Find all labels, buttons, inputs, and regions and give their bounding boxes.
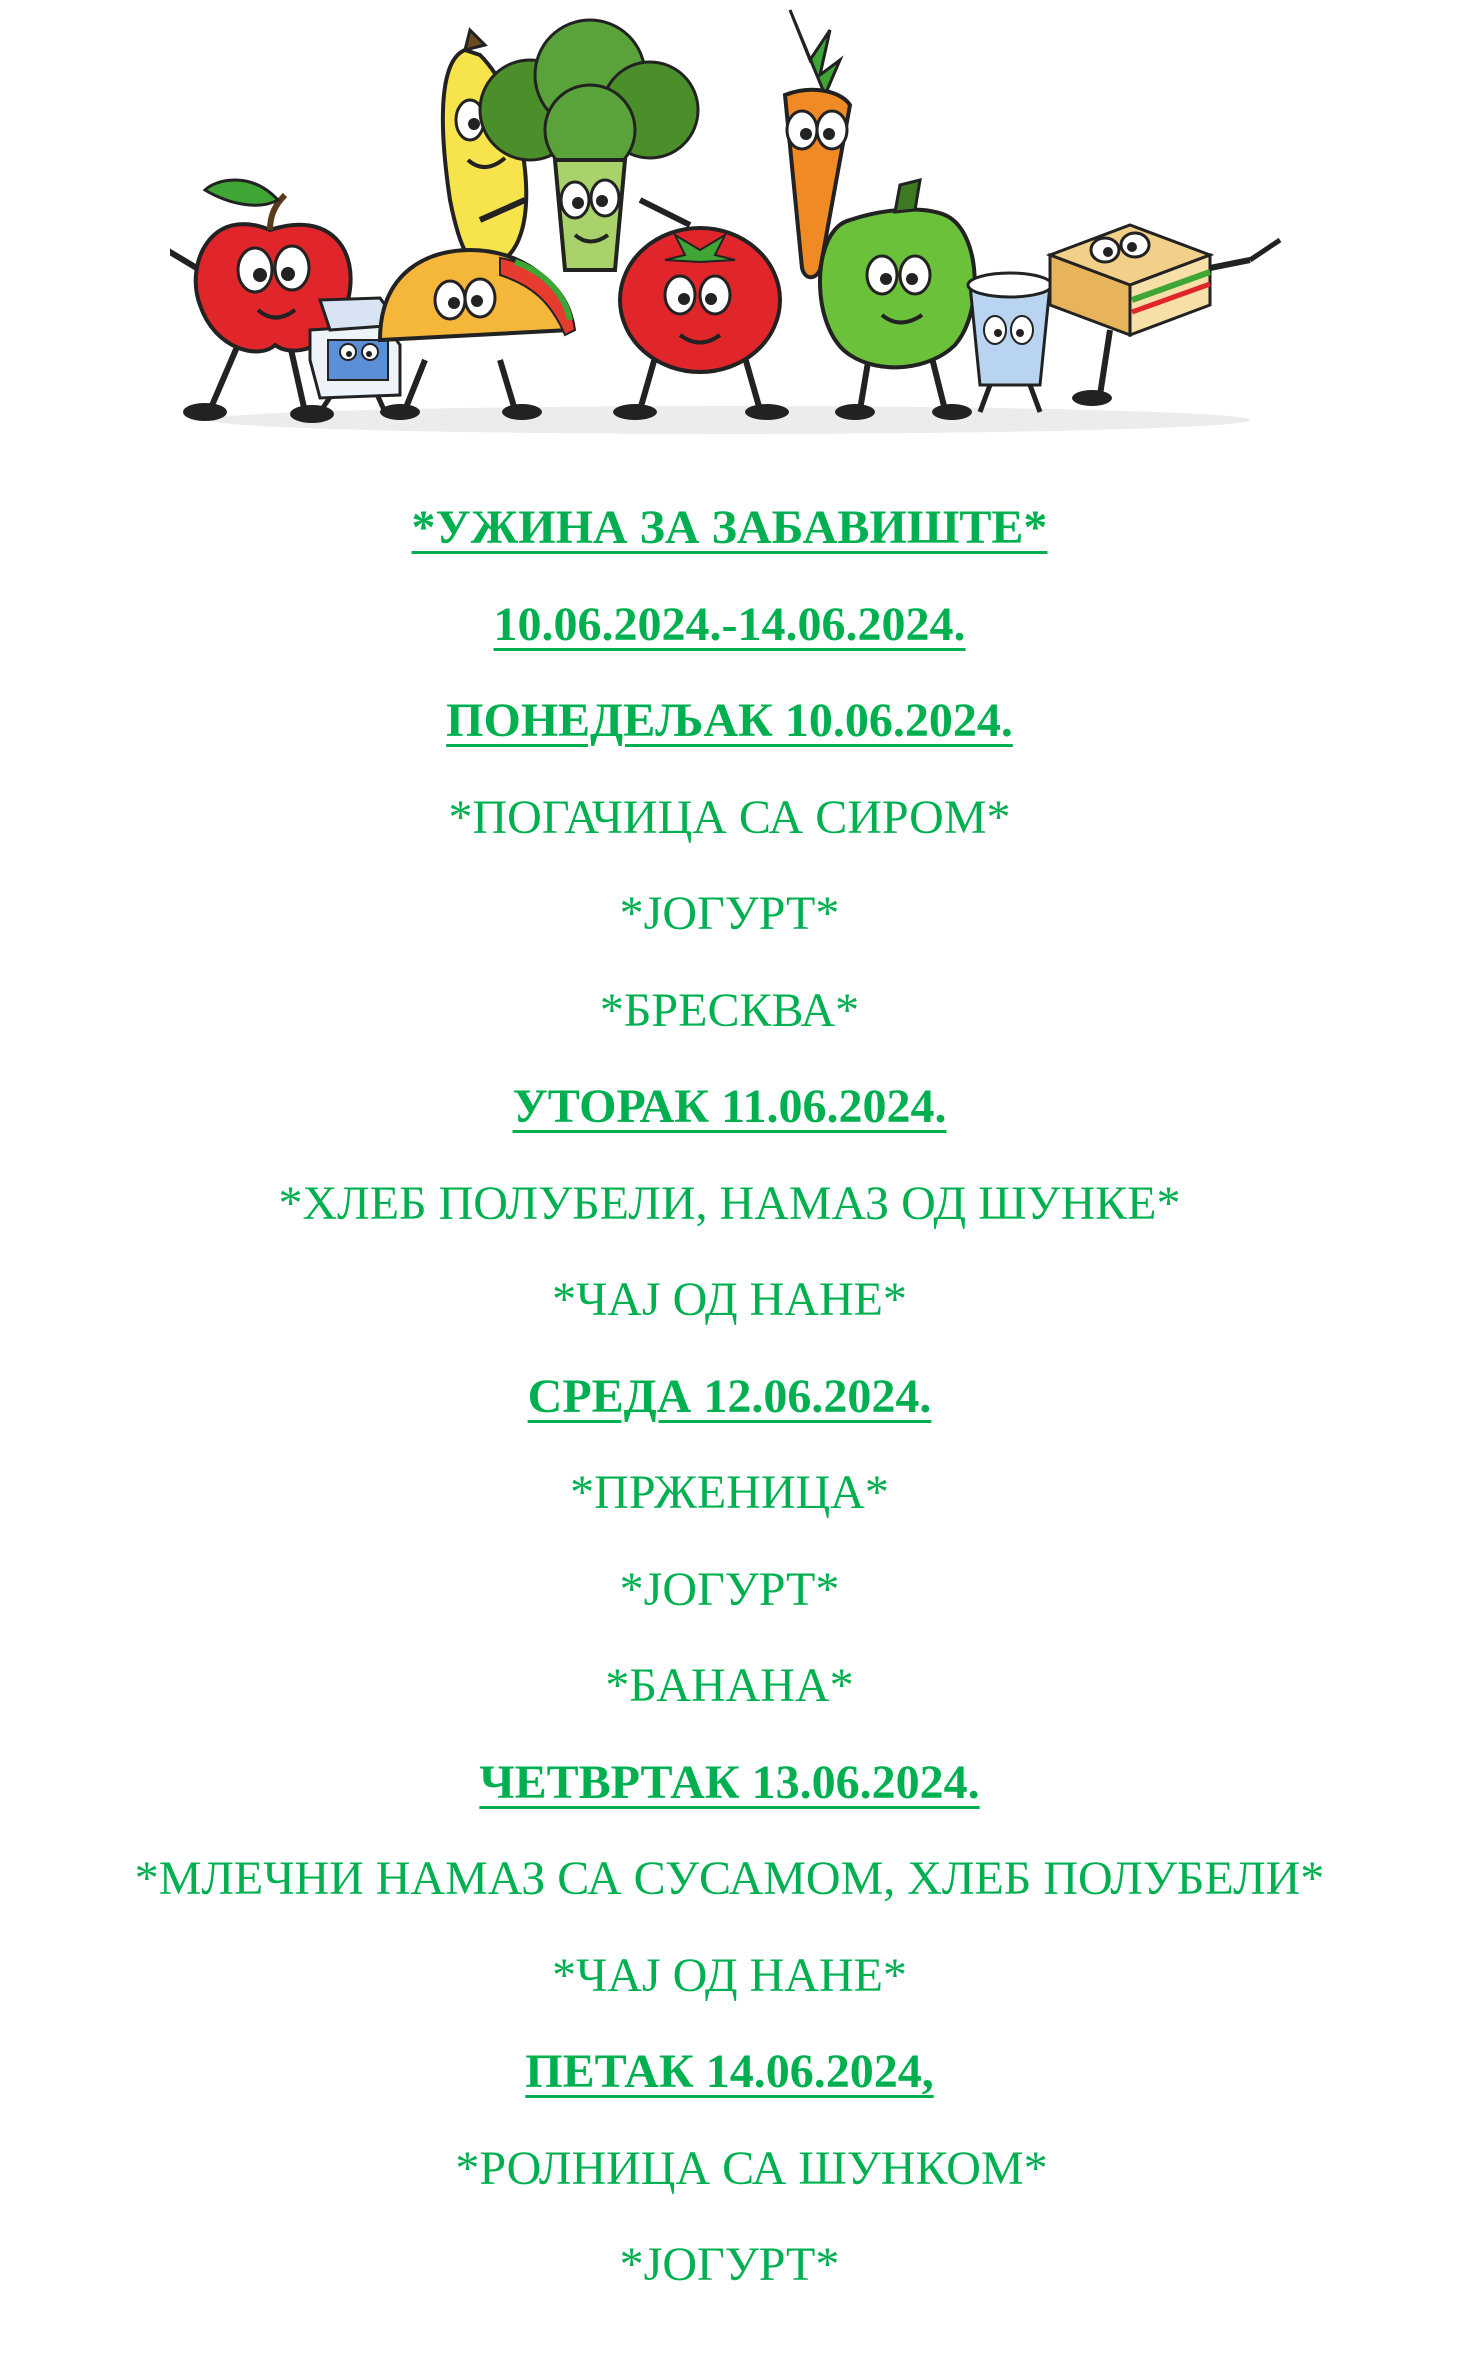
menu-heading: УТОРАК 11.06.2024. (512, 1080, 947, 1133)
menu-item: *ЈОГУРТ* (619, 887, 840, 940)
pepper-character (820, 180, 975, 420)
menu-item: *ПОГАЧИЦА СА СИРОМ* (448, 790, 1011, 844)
menu-item: *МЛЕЧНИ НАМАЗ СА СУСАМОМ, ХЛЕБ ПОЛУБЕЛИ* (134, 1852, 1325, 1905)
menu-list (0, 488, 1459, 2322)
menu-item: *ПРЖЕНИЦА* (570, 1466, 889, 1519)
menu-heading: *УЖИНА ЗА ЗАБАВИШТЕ* (411, 501, 1048, 554)
sandwich-character (1050, 225, 1280, 406)
menu-item: *РОЛНИЦА СА ШУНКОМ* (455, 2141, 1048, 2195)
menu-item: *ЧАЈ ОД НАНЕ* (552, 1273, 907, 1326)
menu-heading: ПОНЕДЕЉАК 10.06.2024. (446, 694, 1013, 747)
menu-heading: 10.06.2024.-14.06.2024. (493, 597, 966, 651)
menu-item: *ЈОГУРТ* (619, 1562, 840, 1616)
menu-item: *ХЛЕБ ПОЛУБЕЛИ, НАМАЗ ОД ШУНКЕ* (278, 1176, 1181, 1230)
taco-character (380, 250, 575, 420)
tomato-character (613, 228, 789, 420)
food-characters-illustration (170, 0, 1300, 445)
menu-heading: СРЕДА 12.06.2024. (527, 1369, 932, 1423)
menu-item: *БРЕСКВА* (599, 983, 860, 1037)
menu-heading: ПЕТАК 14.06.2024, (525, 2045, 934, 2098)
menu-item: *ЧАЈ ОД НАНЕ* (552, 1948, 907, 2002)
menu-item: *ЈОГУРТ* (619, 2238, 840, 2291)
menu-item: *БАНАНА* (605, 1659, 854, 1712)
menu-heading: ЧЕТВРТАК 13.06.2024. (479, 1755, 980, 1809)
yogurt-character (968, 273, 1052, 412)
